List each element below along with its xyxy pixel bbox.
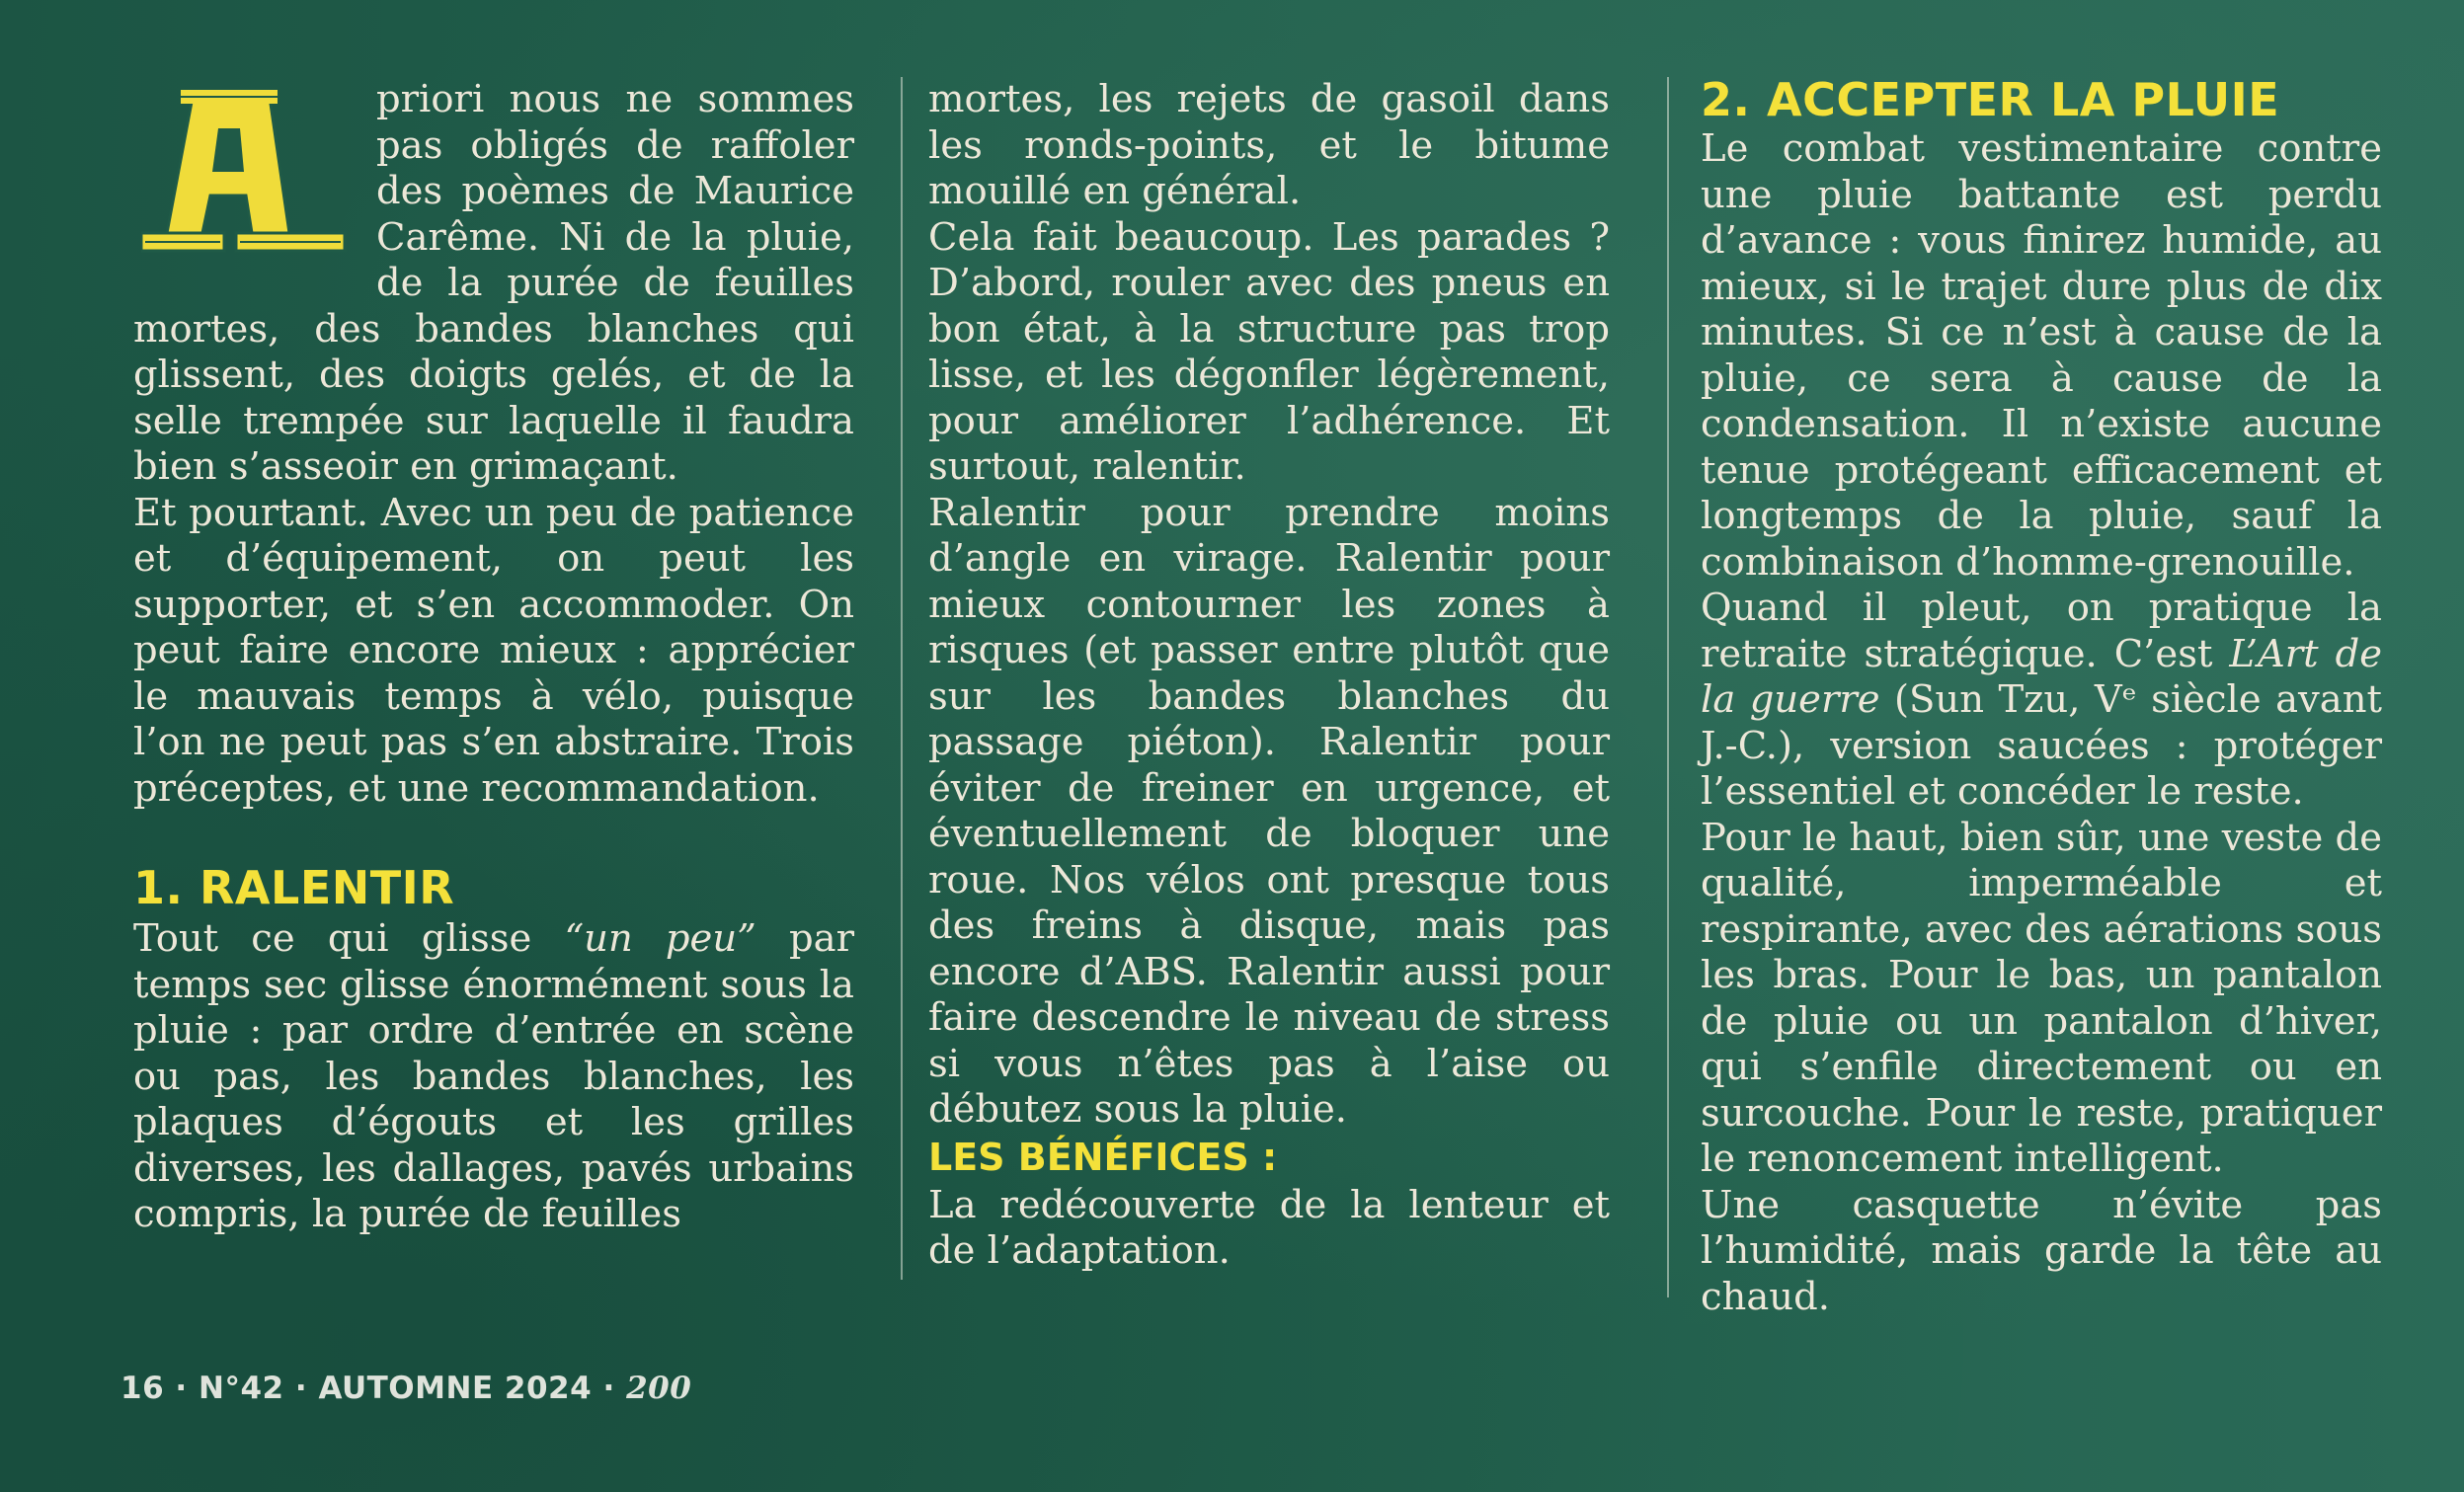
benefits-title: LES BÉNÉFICES : [928, 1135, 1278, 1179]
body-text: par temps sec glisse énormément sous la pluie : par ordre d’entrée en scène ou pas, les bandes blanches, les plaques d’égouts et les grilles diverses, les dallages, pavés urbains compris, la purée de feuilles [133, 916, 854, 1236]
dropcap-letter [141, 85, 349, 269]
folio: 16 · N°42 · AUTOMNE 2024 · [120, 1371, 627, 1406]
body-paragraph: Cela fait beaucoup. Les parades ? D’abord, rouler avec des pneus en bon état, à la structure pas trop lisse, et les dégonfler légèrement, pour améliorer l’adhérence. Et surtout, ralentir. [928, 214, 1610, 489]
body-text: (Sun Tzu, Vᵉ siècle avant J.-C.), version saucées : protéger l’essentiel et concéder le reste. [1701, 677, 2382, 814]
body-paragraph: Le combat vestimentaire contre une pluie battante est perdu d’avance : vous finirez humide, au mieux, si le trajet dure plus de dix minutes. Si ce n’est à cause de la pluie, ce sera à cause de la condensation. Il n’existe aucune tenue protégeant efficacement et longtemps de la pluie, sauf la combinaison d’homme-grenouille. [1701, 126, 2382, 585]
section-title-ralentir: 1. RALENTIR [133, 861, 455, 914]
section-title-accepter-la-pluie: 2. ACCEPTER LA PLUIE [1701, 73, 2280, 126]
body-paragraph [1701, 586, 2382, 816]
column-divider [901, 77, 903, 1280]
body-paragraph: Ralentir pour prendre moins d’angle en virage. Ralentir pour mieux contourner les zones à risques (et passer entre plutôt que sur les bandes blanches du passage piéton). Ralentir pour éviter de freiner en urgence, et éventuellement de bloquer une roue. Nos vélos ont presque tous des freins à disque, mais pas encore d’ABS. Ralentir aussi pour faire descendre le niveau de stress si vous n’êtes pas à l’aise ou débutez sous la pluie. [928, 490, 1610, 1132]
column-3 [1701, 73, 2382, 1320]
column-divider [1667, 77, 1669, 1297]
magazine-logo: 200 [626, 1371, 692, 1406]
page-footer [120, 1371, 691, 1406]
column-1 [133, 77, 854, 1238]
quoted-text: “un peu” [564, 916, 756, 961]
body-paragraph: mortes, les rejets de gasoil dans les ronds-points, et le bitume mouillé en général. [928, 77, 1610, 213]
intro-paragraph: Et pourtant. Avec un peu de patience et d’équipement, on peut les supporter, et s’en accommoder. On peut faire encore mieux : apprécier le mauvais temps à vélo, puisque l’on ne peut pas s’en abstraire. Trois préceptes, et une recommandation. [133, 490, 854, 811]
body-text: Quand il pleut, on pratique la retraite stratégique. C’est [1701, 586, 2382, 676]
body-text: Tout ce qui glisse [133, 916, 565, 961]
book-title: L’Art de la guerre [1701, 631, 2382, 722]
body-paragraph [133, 916, 854, 1238]
benefits-text: La redécouverte de la lenteur et de l’adaptation. [928, 1182, 1610, 1273]
body-paragraph: Pour le haut, bien sûr, une veste de qualité, imperméable et respirante, avec des aérations sous les bras. Pour le bas, un pantalon de pluie ou un pantalon d’hiver, qui s’enfile directement ou en surcouche. Pour le reste, pratiquer le renoncement intelligent. [1701, 815, 2382, 1181]
intro-paragraph: priori nous ne sommes pas obligés de raffoler des poèmes de Maurice Carême. Ni de la pluie, de la purée de feuilles mortes, des bandes blanches qui glissent, des doigts gelés, et de la selle trempée sur laquelle il faudra bien s’asseoir en grimaçant. [133, 77, 854, 489]
body-paragraph: Une casquette n’évite pas l’humidité, mais garde la tête au chaud. [1701, 1182, 2382, 1319]
column-2 [928, 77, 1610, 1275]
